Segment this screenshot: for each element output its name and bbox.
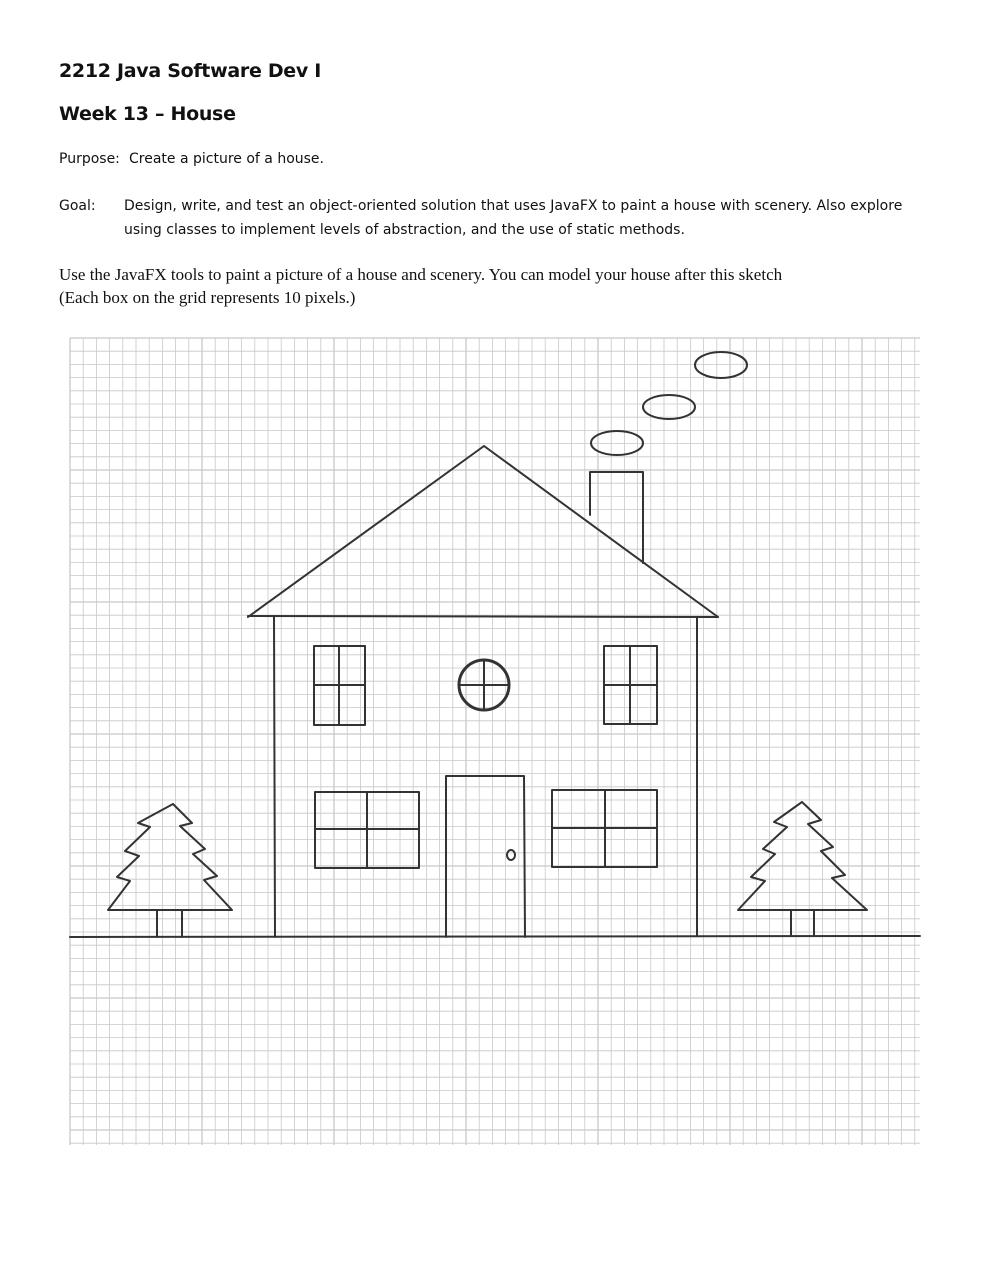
instructions-line-1: Use the JavaFX tools to paint a picture of a house and scenery. You can model your house after this sketch <box>59 265 783 284</box>
purpose-text: Create a picture of a house. <box>129 151 324 167</box>
house-roof <box>248 446 718 617</box>
graph-paper-grid <box>70 338 920 1145</box>
week-title: Week 13 – House <box>59 103 236 125</box>
roof-eave <box>248 616 718 617</box>
tree-left <box>108 804 232 910</box>
house-left-wall <box>274 617 275 937</box>
smoke-puff-large <box>695 352 747 378</box>
tree-right <box>738 802 867 910</box>
goal-text: Design, write, and test an object-oriented solution that uses JavaFX to paint a house with scenery. Also explore using classes to implement levels of abstraction, and the use of static methods. <box>124 198 903 238</box>
instructions <box>59 263 939 309</box>
ground-line <box>70 936 920 937</box>
smoke-puff-small <box>591 431 643 455</box>
house-sketch <box>60 330 925 1155</box>
drawing <box>70 352 920 937</box>
purpose-row <box>59 151 324 167</box>
course-title: 2212 Java Software Dev I <box>59 60 322 82</box>
goal-label: Goal: <box>59 198 96 214</box>
instructions-line-2: (Each box on the grid represents 10 pixels.) <box>59 288 356 307</box>
door-knob <box>507 850 515 860</box>
purpose-label: Purpose: <box>59 151 120 167</box>
